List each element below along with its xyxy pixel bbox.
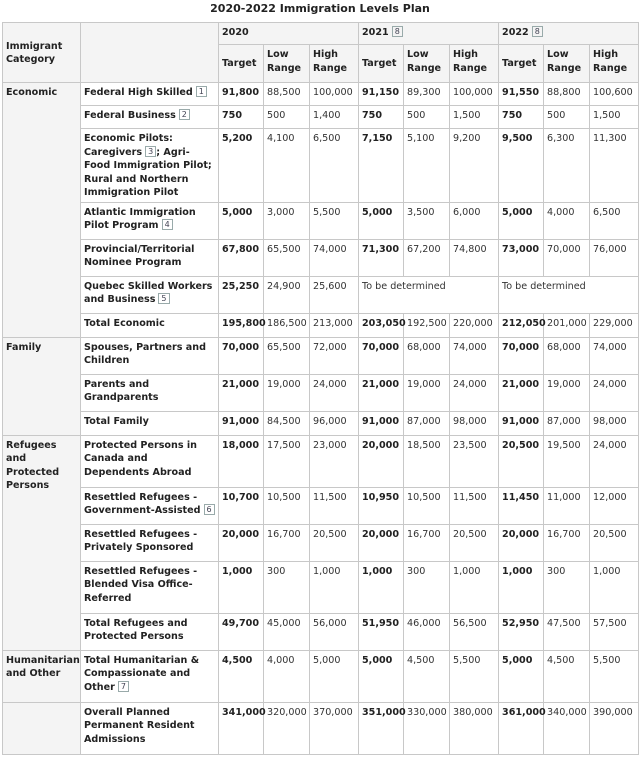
low-range-value: 500 — [544, 106, 590, 129]
subcategory-cell — [81, 129, 219, 203]
target-header: Target — [219, 45, 264, 83]
subcategory-label: Overall Planned Permanent Resident Admissions — [84, 706, 195, 745]
footnote-marker[interactable]: 1 — [196, 86, 207, 97]
target-value: 91,000 — [359, 411, 404, 435]
low-range-value: 6,300 — [544, 129, 590, 203]
high-range-value: 370,000 — [310, 702, 359, 754]
low-range-header: Low Range — [544, 45, 590, 83]
low-range-value: 300 — [544, 561, 590, 613]
low-range-value: 67,200 — [404, 239, 450, 276]
high-range-value: 9,200 — [450, 129, 499, 203]
target-value: 195,800 — [219, 313, 264, 337]
target-value: 70,000 — [359, 337, 404, 374]
low-range-value: 68,000 — [404, 337, 450, 374]
target-value: 20,500 — [499, 435, 544, 487]
low-range-value: 4,100 — [264, 129, 310, 203]
immigration-levels-table — [2, 22, 639, 755]
low-range-value: 84,500 — [264, 411, 310, 435]
target-value: 5,200 — [219, 129, 264, 203]
high-range-value: 390,000 — [590, 702, 639, 754]
footnote-marker[interactable]: 6 — [204, 504, 215, 515]
high-range-value: 23,500 — [450, 435, 499, 487]
high-range-value: 76,000 — [590, 239, 639, 276]
low-range-value: 300 — [404, 561, 450, 613]
table-row — [3, 202, 639, 239]
subcategory-label: Federal Business — [84, 110, 176, 121]
table-row — [3, 83, 639, 106]
subcategory-label: Quebec Skilled Workers and Business — [84, 280, 213, 305]
low-range-value: 47,500 — [544, 613, 590, 650]
low-range-value: 192,500 — [404, 313, 450, 337]
low-range-value: 500 — [404, 106, 450, 129]
high-range-header: High Range — [310, 45, 359, 83]
subcategory-cell — [81, 487, 219, 524]
target-value: 750 — [359, 106, 404, 129]
subcategory-label: Total Economic — [84, 317, 165, 329]
category-header: Immigrant Category — [3, 23, 81, 83]
subcategory-cell — [81, 374, 219, 411]
table-row — [3, 435, 639, 487]
low-range-value: 45,000 — [264, 613, 310, 650]
target-value: 5,000 — [499, 650, 544, 702]
high-range-value: 5,500 — [590, 650, 639, 702]
high-range-header: High Range — [450, 45, 499, 83]
footnote-marker[interactable]: 8 — [392, 26, 403, 37]
table-row — [3, 313, 639, 337]
subcategory-label: Economic Pilots: Caregivers — [84, 133, 173, 158]
high-range-value: 23,000 — [310, 435, 359, 487]
high-range-value: 5,500 — [450, 650, 499, 702]
footnote-marker[interactable]: 8 — [532, 26, 543, 37]
footnote-marker[interactable]: 7 — [118, 681, 129, 692]
low-range-value: 18,500 — [404, 435, 450, 487]
low-range-value: 4,500 — [544, 650, 590, 702]
high-range-value: 25,600 — [310, 276, 359, 313]
footnote-marker[interactable]: 3 — [145, 146, 156, 157]
high-range-value: 74,000 — [450, 337, 499, 374]
low-range-value: 17,500 — [264, 435, 310, 487]
target-value: 51,950 — [359, 613, 404, 650]
high-range-value: 74,800 — [450, 239, 499, 276]
low-range-value: 5,100 — [404, 129, 450, 203]
subcategory-cell — [81, 524, 219, 561]
high-range-value: 380,000 — [450, 702, 499, 754]
year-2022-header: 2022 8 — [499, 23, 639, 45]
high-range-value: 6,000 — [450, 202, 499, 239]
high-range-value: 6,500 — [590, 202, 639, 239]
high-range-value: 11,300 — [590, 129, 639, 203]
table-row — [3, 411, 639, 435]
high-range-value: 56,000 — [310, 613, 359, 650]
table-row — [3, 337, 639, 374]
low-range-value: 16,700 — [264, 524, 310, 561]
subcategory-label: Parents and Grandparents — [84, 378, 159, 403]
low-range-value: 3,500 — [404, 202, 450, 239]
target-value: 18,000 — [219, 435, 264, 487]
to-be-determined-cell: To be determined — [359, 276, 499, 313]
target-value: 5,000 — [219, 202, 264, 239]
category-cell — [3, 702, 81, 754]
table-row — [3, 613, 639, 650]
subcategory-label: Provincial/Territorial Nominee Program — [84, 243, 195, 268]
target-value: 20,000 — [359, 524, 404, 561]
table-row — [3, 106, 639, 129]
high-range-value: 20,500 — [310, 524, 359, 561]
target-value: 21,000 — [359, 374, 404, 411]
target-value: 750 — [219, 106, 264, 129]
subcategory-label-continued: ; Agri-Food Immigration Pilot; Rural and Northern Immigration Pilot — [84, 146, 212, 198]
subcategory-label: Atlantic Immigration Pilot Program — [84, 206, 196, 231]
target-value: 20,000 — [219, 524, 264, 561]
subcategory-cell — [81, 613, 219, 650]
footnote-marker[interactable]: 2 — [179, 109, 190, 120]
year-2020-header: 2020 — [219, 23, 359, 45]
high-range-value: 6,500 — [310, 129, 359, 203]
target-value: 750 — [499, 106, 544, 129]
low-range-value: 4,000 — [264, 650, 310, 702]
footnote-marker[interactable]: 4 — [162, 219, 173, 230]
low-range-value: 68,000 — [544, 337, 590, 374]
category-cell: Refugees and Protected Persons — [3, 435, 81, 650]
target-value: 5,000 — [359, 202, 404, 239]
subcategory-label: Total Humanitarian & Compassionate and Other — [84, 654, 200, 693]
table-body — [3, 83, 639, 755]
subcategory-cell — [81, 435, 219, 487]
target-value: 25,250 — [219, 276, 264, 313]
target-value: 20,000 — [499, 524, 544, 561]
target-value: 91,150 — [359, 83, 404, 106]
table-row — [3, 702, 639, 754]
low-range-value: 87,000 — [544, 411, 590, 435]
subcategory-cell — [81, 702, 219, 754]
low-range-value: 320,000 — [264, 702, 310, 754]
low-range-value: 330,000 — [404, 702, 450, 754]
low-range-value: 24,900 — [264, 276, 310, 313]
subcategory-label: Resettled Refugees - Government-Assisted — [84, 491, 201, 516]
target-value: 91,800 — [219, 83, 264, 106]
target-value: 91,000 — [219, 411, 264, 435]
high-range-value: 100,000 — [450, 83, 499, 106]
target-value: 10,950 — [359, 487, 404, 524]
category-cell: Economic — [3, 83, 81, 338]
low-range-value: 186,500 — [264, 313, 310, 337]
high-range-value: 229,000 — [590, 313, 639, 337]
target-value: 70,000 — [499, 337, 544, 374]
subcategory-cell — [81, 276, 219, 313]
target-value: 11,450 — [499, 487, 544, 524]
target-header: Target — [359, 45, 404, 83]
low-range-value: 11,000 — [544, 487, 590, 524]
high-range-value: 1,000 — [590, 561, 639, 613]
subcategory-cell — [81, 313, 219, 337]
low-range-value: 500 — [264, 106, 310, 129]
subcategory-cell — [81, 650, 219, 702]
high-range-value: 98,000 — [450, 411, 499, 435]
high-range-value: 56,500 — [450, 613, 499, 650]
low-range-value: 70,000 — [544, 239, 590, 276]
target-value: 4,500 — [219, 650, 264, 702]
subcategory-label: Resettled Refugees - Privately Sponsored — [84, 528, 198, 553]
footnote-marker[interactable]: 5 — [158, 293, 169, 304]
high-range-value: 72,000 — [310, 337, 359, 374]
low-range-value: 89,300 — [404, 83, 450, 106]
subcategory-cell — [81, 239, 219, 276]
target-value: 70,000 — [219, 337, 264, 374]
low-range-value: 3,000 — [264, 202, 310, 239]
subcategory-header — [81, 23, 219, 83]
target-value: 203,050 — [359, 313, 404, 337]
subcategory-cell — [81, 83, 219, 106]
subcategory-label: Resettled Refugees - Blended Visa Office-Referred — [84, 565, 198, 604]
high-range-value: 11,500 — [310, 487, 359, 524]
high-range-value: 98,000 — [590, 411, 639, 435]
high-range-value: 1,400 — [310, 106, 359, 129]
high-range-value: 1,500 — [590, 106, 639, 129]
low-range-value: 10,500 — [404, 487, 450, 524]
low-range-value: 16,700 — [404, 524, 450, 561]
target-value: 49,700 — [219, 613, 264, 650]
subcategory-label: Federal High Skilled — [84, 87, 193, 98]
high-range-value: 100,600 — [590, 83, 639, 106]
target-value: 20,000 — [359, 435, 404, 487]
low-range-value: 19,000 — [404, 374, 450, 411]
category-cell: Family — [3, 337, 81, 435]
table-row — [3, 129, 639, 203]
high-range-value: 5,000 — [310, 650, 359, 702]
category-cell: Humanitarian and Other — [3, 650, 81, 702]
target-value: 351,000 — [359, 702, 404, 754]
subcategory-label: Protected Persons in Canada and Dependents Abroad — [84, 439, 198, 478]
high-range-value: 5,500 — [310, 202, 359, 239]
low-range-value: 87,000 — [404, 411, 450, 435]
low-range-value: 16,700 — [544, 524, 590, 561]
low-range-value: 19,000 — [544, 374, 590, 411]
target-value: 212,050 — [499, 313, 544, 337]
subcategory-label: Total Refugees and Protected Persons — [84, 617, 188, 642]
low-range-value: 201,000 — [544, 313, 590, 337]
low-range-header: Low Range — [264, 45, 310, 83]
low-range-value: 4,500 — [404, 650, 450, 702]
low-range-value: 300 — [264, 561, 310, 613]
target-value: 21,000 — [499, 374, 544, 411]
target-value: 9,500 — [499, 129, 544, 203]
page-title: 2020-2022 Immigration Levels Plan — [210, 2, 430, 15]
target-value: 1,000 — [499, 561, 544, 613]
subcategory-label: Total Family — [84, 415, 149, 427]
subcategory-cell — [81, 106, 219, 129]
low-range-value: 340,000 — [544, 702, 590, 754]
target-value: 1,000 — [219, 561, 264, 613]
low-range-value: 65,500 — [264, 337, 310, 374]
table-row — [3, 487, 639, 524]
low-range-value: 88,500 — [264, 83, 310, 106]
high-range-value: 213,000 — [310, 313, 359, 337]
target-value: 1,000 — [359, 561, 404, 613]
subcategory-label: Spouses, Partners and Children — [84, 341, 206, 366]
target-value: 71,300 — [359, 239, 404, 276]
low-range-header: Low Range — [404, 45, 450, 83]
table-row — [3, 650, 639, 702]
low-range-value: 10,500 — [264, 487, 310, 524]
target-value: 91,550 — [499, 83, 544, 106]
high-range-value: 57,500 — [590, 613, 639, 650]
low-range-value: 4,000 — [544, 202, 590, 239]
subcategory-cell — [81, 202, 219, 239]
subcategory-cell — [81, 337, 219, 374]
target-value: 341,000 — [219, 702, 264, 754]
high-range-header: High Range — [590, 45, 639, 83]
low-range-value: 19,000 — [264, 374, 310, 411]
table-row — [3, 276, 639, 313]
to-be-determined-cell: To be determined — [499, 276, 639, 313]
high-range-value: 11,500 — [450, 487, 499, 524]
table-row — [3, 239, 639, 276]
high-range-value: 1,500 — [450, 106, 499, 129]
target-header: Target — [499, 45, 544, 83]
high-range-value: 20,500 — [590, 524, 639, 561]
table-row — [3, 524, 639, 561]
high-range-value: 12,000 — [590, 487, 639, 524]
high-range-value: 24,000 — [310, 374, 359, 411]
target-value: 361,000 — [499, 702, 544, 754]
high-range-value: 74,000 — [310, 239, 359, 276]
subcategory-cell — [81, 561, 219, 613]
low-range-value: 88,800 — [544, 83, 590, 106]
high-range-value: 220,000 — [450, 313, 499, 337]
target-value: 10,700 — [219, 487, 264, 524]
target-value: 7,150 — [359, 129, 404, 203]
table-row — [3, 561, 639, 613]
high-range-value: 24,000 — [450, 374, 499, 411]
target-value: 5,000 — [499, 202, 544, 239]
low-range-value: 46,000 — [404, 613, 450, 650]
low-range-value: 19,500 — [544, 435, 590, 487]
high-range-value: 96,000 — [310, 411, 359, 435]
high-range-value: 1,000 — [450, 561, 499, 613]
year-2021-header: 2021 8 — [359, 23, 499, 45]
target-value: 73,000 — [499, 239, 544, 276]
target-value: 67,800 — [219, 239, 264, 276]
target-value: 91,000 — [499, 411, 544, 435]
low-range-value: 65,500 — [264, 239, 310, 276]
high-range-value: 24,000 — [590, 374, 639, 411]
high-range-value: 74,000 — [590, 337, 639, 374]
table-row — [3, 374, 639, 411]
high-range-value: 100,000 — [310, 83, 359, 106]
subcategory-cell — [81, 411, 219, 435]
high-range-value: 20,500 — [450, 524, 499, 561]
target-value: 5,000 — [359, 650, 404, 702]
target-value: 52,950 — [499, 613, 544, 650]
high-range-value: 24,000 — [590, 435, 639, 487]
high-range-value: 1,000 — [310, 561, 359, 613]
target-value: 21,000 — [219, 374, 264, 411]
